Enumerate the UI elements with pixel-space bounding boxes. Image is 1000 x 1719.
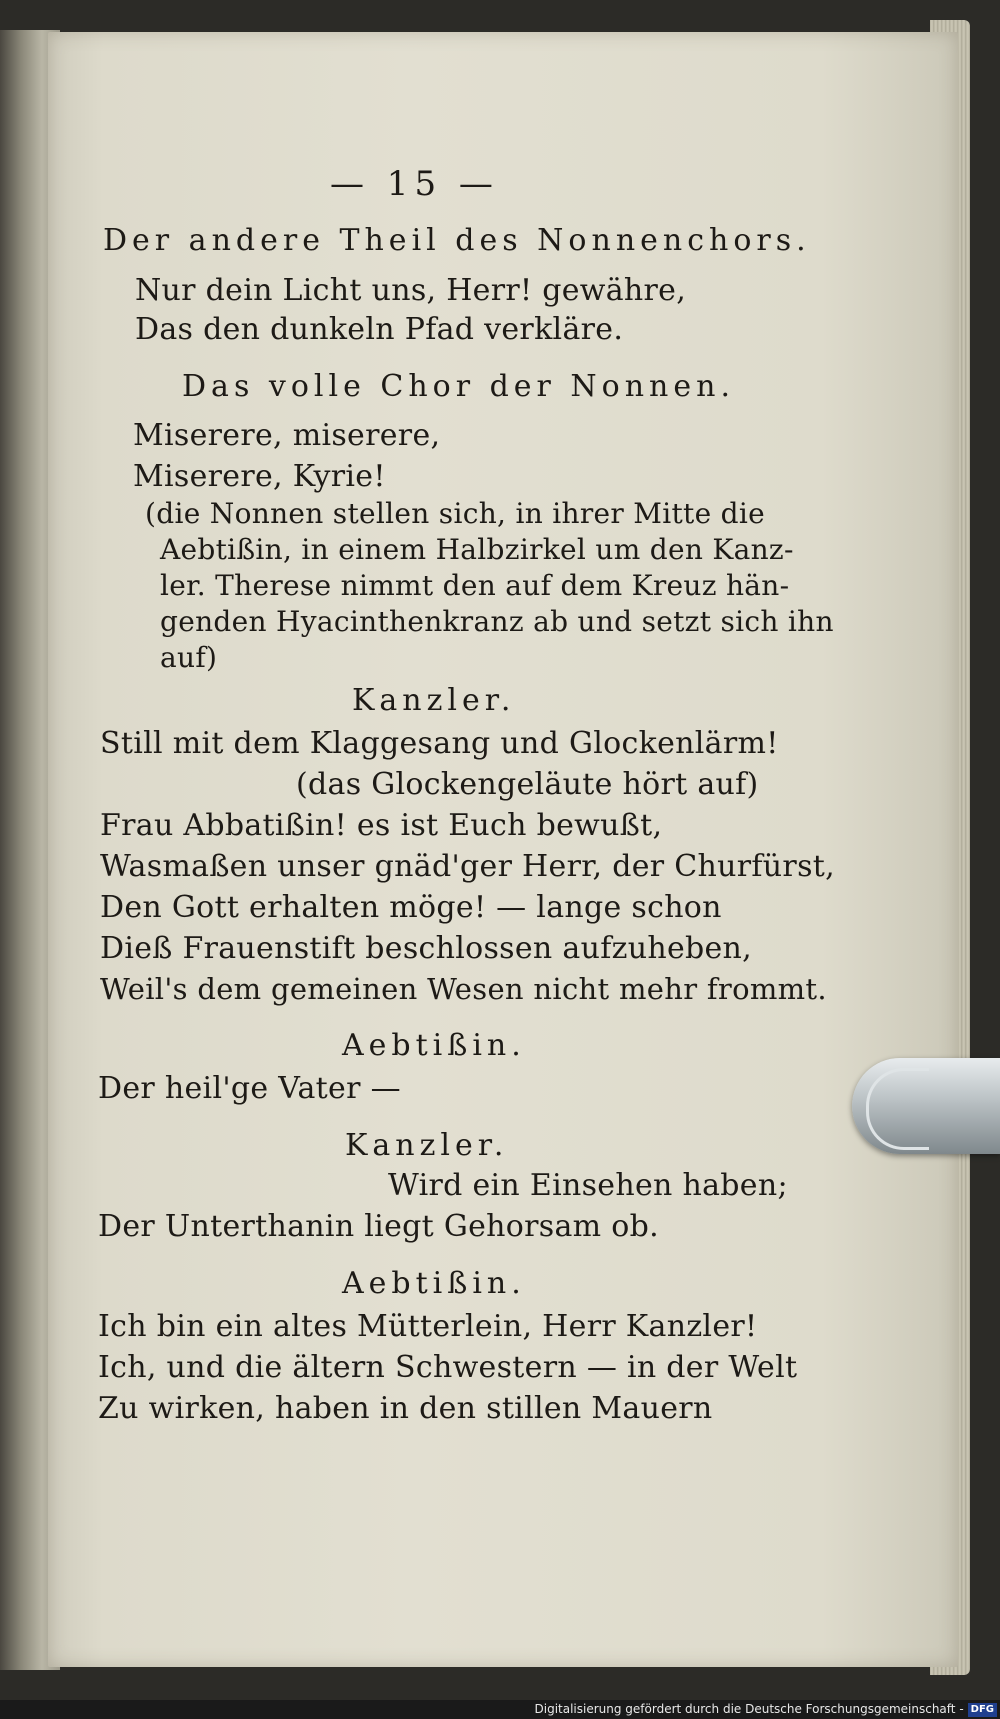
paper-clip-loop [866,1068,929,1150]
verse-line: Weil's dem gemeinen Wesen nicht mehr frommt. [100,972,827,1006]
verse-line: Ich, und die ältern Schwestern — in der Welt [98,1350,798,1385]
verse-line: Frau Abbatißin! es ist Euch bewußt, [100,808,663,843]
verse-line: Nur dein Licht uns, Herr! gewähre, [135,273,687,308]
speaker-heading: Kanzler. [352,683,516,718]
stage-direction-line: (die Nonnen stellen sich, in ihrer Mitte die [145,497,766,530]
stage-direction-line: (das Glockengeläute hört auf) [296,767,759,802]
stage-direction-line: genden Hyacinthenkranz ab und setzt sich ihn [160,605,834,638]
verse-line: Wasmaßen unser gnäd'ger Herr, der Churfürst, [100,849,835,884]
verse-line: Den Gott erhalten möge! — lange schon [100,890,722,925]
footer-credit: Digitalisierung gefördert durch die Deutsche Forschungsgemeinschaft - [534,1702,964,1716]
verse-line: Still mit dem Klaggesang und Glockenlärm! [100,726,779,761]
speaker-heading: Aebtißin. [342,1028,526,1063]
speaker-heading: Aebtißin. [342,1266,526,1301]
page-number: — 15 — [330,164,499,204]
stage-direction-line: ler. Therese nimmt den auf dem Kreuz hän- [160,569,790,602]
speaker-heading: Kanzler. [345,1128,509,1163]
stage-direction-line: Aebtißin, in einem Halbzirkel um den Kanz- [160,533,794,566]
verse-line: Ich bin ein altes Mütterlein, Herr Kanzler! [98,1309,758,1344]
verse-line: Zu wirken, haben in den stillen Mauern [98,1391,713,1426]
speaker-heading: Der andere Theil des Nonnenchors. [103,223,811,258]
verse-line: Miserere, Kyrie! [133,459,386,494]
verse-line: Dieß Frauenstift beschlossen aufzuheben, [100,931,753,966]
footer-bar [0,1700,1000,1719]
dfg-logo-icon: DFG [968,1703,997,1717]
stage-direction-line: auf) [160,641,218,674]
verse-line: Wird ein Einsehen haben; [388,1168,788,1203]
verse-line: Der heil'ge Vater — [98,1071,401,1106]
verse-line: Der Unterthanin liegt Gehorsam ob. [98,1209,659,1244]
paper-clip [852,1058,1000,1154]
speaker-heading: Das volle Chor der Nonnen. [182,369,735,404]
verse-line: Das den dunkeln Pfad verkläre. [135,312,624,347]
verse-line: Miserere, miserere, [133,418,441,453]
